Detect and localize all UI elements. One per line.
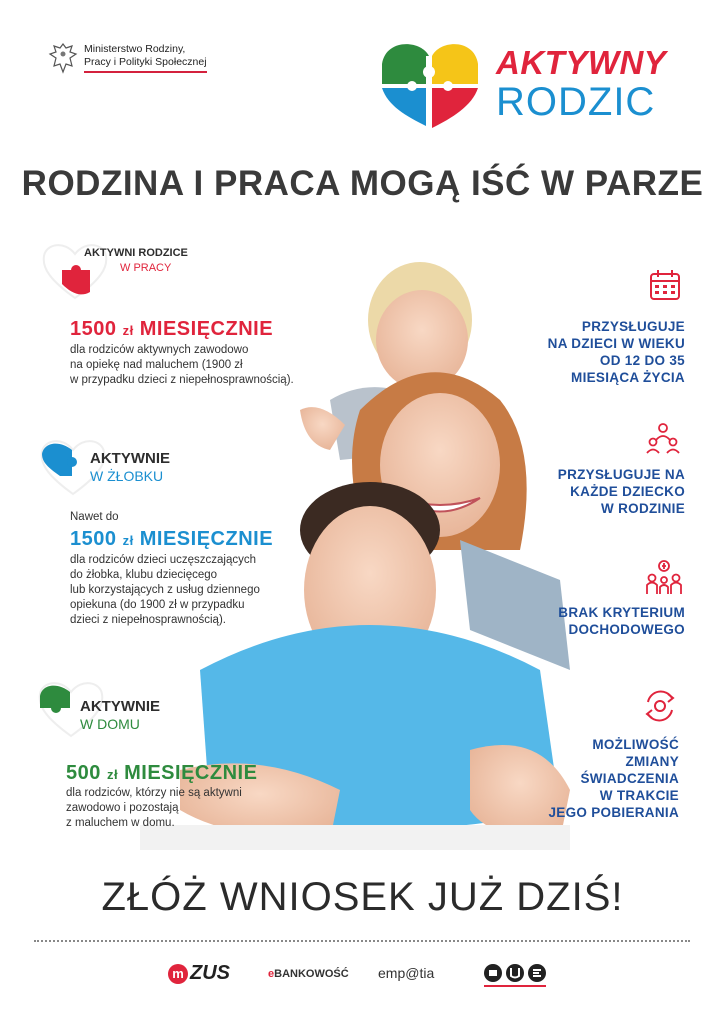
section-1-title: AKTYWNI RODZICE: [84, 247, 188, 259]
feature-2-line: PRZYSŁUGUJE NA: [557, 467, 685, 482]
section-2-amount-value: 1500: [70, 528, 117, 550]
section-2-line: dla rodziców dzieci uczęszczających: [70, 554, 256, 566]
feature-3-line: DOCHODOWEGO: [568, 622, 685, 637]
section-2-prefix: Nawet do: [70, 511, 119, 523]
section-1-amount-period: MIESIĘCZNIE: [139, 318, 274, 340]
section-3-amount-unit: zł: [106, 767, 119, 782]
section-2-amount-unit: zł: [122, 533, 134, 548]
feature-1-line: NA DZIECI W WIEKU: [547, 336, 685, 351]
ebankowosc-text: BANKOWOŚĆ: [274, 968, 349, 980]
brand-title-line-2: RODZIC: [496, 80, 656, 124]
section-3-line: z maluchem w domu.: [66, 817, 175, 829]
puzzle-heart-logo-icon: [376, 36, 482, 132]
pue-logo-icon: [482, 962, 548, 990]
ebankowosc-prefix: e: [268, 968, 275, 980]
brand-title-line-1: AKTYWNY: [496, 44, 667, 81]
section-2-title: AKTYWNIE: [90, 450, 170, 467]
section-1-line: dla rodziców aktywnych zawodowo: [70, 344, 249, 356]
section-2-subtitle: W ŻŁOBKU: [90, 468, 164, 484]
feature-2-line: KAŻDE DZIECKO: [570, 484, 685, 499]
feature-1-line: MIESIĄCA ŻYCIA: [571, 370, 685, 385]
exchange-icon: [640, 686, 680, 726]
feature-age-range: [548, 318, 685, 386]
feature-2-line: W RODZINIE: [601, 501, 685, 516]
feature-4-line: MOŻLIWOŚĆ: [592, 737, 679, 752]
ministry-line-1: Ministerstwo Rodziny,: [84, 43, 186, 55]
section-2-line: dzieci z niepełnosprawnością).: [70, 614, 226, 626]
section-1-amount-unit: zł: [122, 323, 134, 338]
feature-no-income-criterion: [558, 604, 685, 638]
section-3-description: [66, 786, 242, 831]
feature-every-child: [558, 466, 685, 517]
section-3-amount: [66, 762, 257, 785]
section-2-line: lub korzystających z usług dziennego: [70, 584, 260, 596]
feature-1-line: PRZYSŁUGUJE: [581, 319, 685, 334]
dotted-divider: [34, 940, 690, 942]
section-3-line: zawodowo i pozostają: [66, 802, 179, 814]
call-to-action: ZŁÓŻ WNIOSEK JUŻ DZIŚ!: [101, 875, 624, 919]
section-1-amount-value: 1500: [70, 318, 117, 340]
ministry-line-2: Pracy i Polityki Społecznej: [84, 56, 207, 68]
feature-4-line: W TRAKCIE: [599, 788, 679, 803]
section-3-amount-value: 500: [66, 762, 101, 784]
people-money-icon: [644, 558, 684, 598]
section-2-amount: [70, 528, 273, 551]
zus-logo-badge: m: [168, 964, 188, 984]
section-3-subtitle: W DOMU: [80, 716, 140, 732]
section-2-line: opiekuna (do 1900 zł w przypadku: [70, 599, 245, 611]
section-3-line: dla rodziców, którzy nie są aktywni: [66, 787, 242, 799]
section-1-line: na opiekę nad maluchem (1900 zł: [70, 359, 243, 371]
section-2-description: [70, 553, 260, 628]
feature-4-line: JEGO POBIERANIA: [548, 805, 679, 820]
feature-4-line: ZMIANY: [625, 754, 679, 769]
eagle-emblem-icon: [48, 40, 78, 76]
feature-3-line: BRAK KRYTERIUM: [558, 605, 685, 620]
section-2-line: do żłobka, klubu dziecięcego: [70, 569, 218, 581]
empatia-logo: emp@tia: [378, 965, 435, 981]
feature-change-benefit: [548, 736, 679, 821]
family-icon: [646, 422, 680, 456]
section-1-description: [70, 343, 294, 388]
ministry-logo: [48, 40, 207, 76]
section-1-line: w przypadku dzieci z niepełnosprawnością).: [70, 374, 294, 386]
feature-4-line: ŚWIADCZENIA: [580, 771, 679, 786]
section-3-amount-period: MIESIĘCZNIE: [124, 762, 258, 784]
feature-1-line: OD 12 DO 35: [599, 353, 685, 368]
zus-logo: [168, 962, 230, 985]
section-3-title: AKTYWNIE: [80, 698, 160, 715]
ebankowosc-logo: [268, 968, 349, 980]
section-1-amount: [70, 318, 273, 341]
section-1-subtitle: W PRACY: [120, 262, 172, 274]
section-2-amount-period: MIESIĘCZNIE: [139, 528, 274, 550]
zus-logo-text: ZUS: [190, 962, 230, 984]
ministry-name: [84, 43, 207, 73]
calendar-icon: [648, 268, 682, 302]
headline: RODZINA I PRACA MOGĄ IŚĆ W PARZE: [21, 164, 704, 203]
